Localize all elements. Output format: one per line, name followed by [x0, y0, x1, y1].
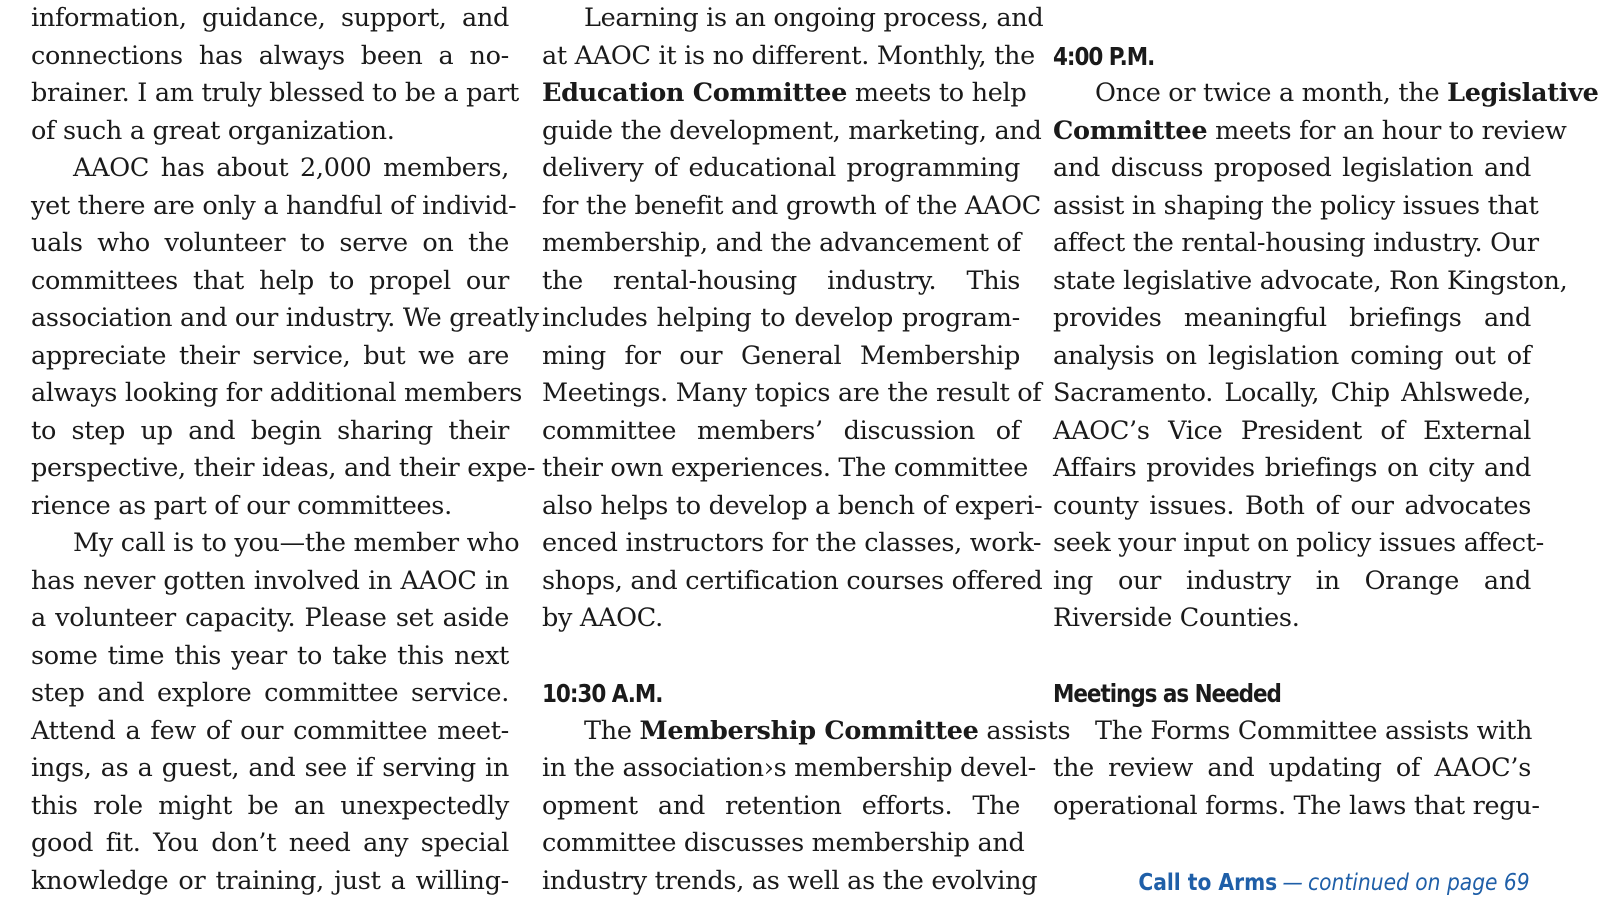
text-line: for the benefit and growth of the AAOC	[542, 190, 1041, 221]
text-line: perspective, their ideas, and their expe-	[31, 453, 536, 483]
text-line: in the association›s membership devel-	[542, 753, 1036, 783]
text-line: Sacramento. Locally, Chip Ahlswede,	[1053, 378, 1531, 408]
text-line: state legislative advocate, Ron Kingston,	[1053, 265, 1568, 296]
paragraph-spacer	[542, 638, 1020, 676]
text-line: yet there are only a handful of individ-	[31, 190, 517, 221]
text-line: ming for our General Membership	[542, 340, 1020, 371]
section-heading-400pm: 4:00 P.M.	[1053, 41, 1155, 71]
text-line: the review and updating of AAOC’s	[1053, 753, 1531, 783]
text-fragment: The	[584, 715, 640, 746]
text-line: county issues. Both of our advocates	[1053, 490, 1531, 521]
text-line: guide the development, marketing, and	[542, 115, 1042, 146]
text-fragment: assists	[978, 715, 1071, 746]
text-line: ings, as a guest, and see if serving in	[31, 753, 509, 783]
paragraph	[31, 150, 539, 525]
text-line: committees that help to propel our	[31, 265, 509, 296]
text-line: delivery of educational programming	[542, 153, 1020, 183]
committee-name-bold: Education Committee	[542, 78, 848, 108]
text-line: rience as part of our committees.	[31, 490, 452, 521]
text-line: operational forms. The laws that regu-	[1053, 790, 1540, 821]
text-line: Affairs provides briefings on city and	[1053, 453, 1531, 483]
text-line	[1053, 113, 1567, 151]
text-line: Riverside Counties.	[1053, 603, 1300, 633]
section-heading-meetings-as-needed: Meetings as Needed	[1053, 679, 1281, 708]
text-line: association and our industry. We greatly	[31, 303, 539, 333]
paragraph-education-committee	[542, 0, 1044, 638]
paragraph	[31, 525, 520, 900]
text-line: also helps to develop a bench of experi-	[542, 490, 1043, 521]
text-line: their own experiences. The committee	[542, 453, 1028, 483]
paragraph-forms-committee	[1053, 713, 1540, 826]
text-line: The Forms Committee assists with	[1095, 715, 1533, 746]
text-line	[542, 713, 1071, 751]
committee-name-bold: Membership Committee	[639, 715, 979, 746]
paragraph-membership-committee	[542, 713, 1071, 901]
section-heading-1030am: 10:30 A.M.	[542, 679, 663, 708]
article-column-3	[1053, 0, 1599, 825]
text-line: at AAOC it is no different. Monthly, the	[542, 40, 1035, 71]
paragraph-spacer	[1053, 638, 1531, 676]
paragraph-legislative-committee	[1053, 75, 1599, 638]
text-line: Learning is an ongoing process, and	[584, 3, 1044, 33]
text-line: provides meaningful briefings and	[1053, 303, 1531, 333]
text-line: enced instructors for the classes, work-	[542, 528, 1042, 558]
text-line: to step up and begin sharing their	[31, 415, 509, 446]
text-line: My call is to you—the member who	[73, 528, 520, 558]
text-line: appreciate their service, but we are	[31, 340, 509, 371]
text-line: knowledge or training, just a willing-	[31, 865, 509, 896]
text-line: always looking for additional members	[31, 378, 523, 408]
continued-article-title: Call to Arms	[1138, 870, 1278, 896]
text-line: Meetings. Many topics are the result of	[542, 378, 1042, 408]
text-line: some time this year to take this next	[31, 640, 509, 671]
text-line: ing our industry in Orange and	[1053, 565, 1531, 596]
text-line: committee discusses membership and	[542, 828, 1025, 858]
text-line: industry trends, as well as the evolving	[542, 865, 1038, 896]
text-line: brainer. I am truly blessed to be a part	[31, 78, 519, 108]
text-line: this role might be an unexpectedly	[31, 790, 509, 821]
paragraph	[31, 0, 519, 150]
text-line: AAOC has about 2,000 members,	[73, 153, 509, 183]
column-top-spacer	[1053, 0, 1531, 38]
committee-name-bold: Legislative	[1447, 78, 1599, 108]
committee-name-bold: Committee	[1053, 115, 1208, 146]
text-line: has never gotten involved in AAOC in	[31, 565, 509, 596]
text-line: opment and retention efforts. The	[542, 790, 1020, 821]
text-line: of such a great organization.	[31, 115, 395, 146]
text-line	[1053, 75, 1599, 113]
text-line: and discuss proposed legislation and	[1053, 153, 1531, 183]
article-column-2	[542, 0, 1071, 900]
text-line: seek your input on policy issues affect-	[1053, 528, 1544, 558]
text-line: the rental-housing industry. This	[542, 265, 1020, 296]
text-line: good fit. You don’t need any special	[31, 828, 509, 858]
text-fragment: Once or twice a month, the	[1095, 78, 1448, 108]
text-line: shops, and certification courses offered	[542, 565, 1043, 596]
text-line: affect the rental-housing industry. Our	[1053, 228, 1539, 258]
text-fragment: meets to help	[847, 78, 1027, 108]
text-line: a volunteer capacity. Please set aside	[31, 603, 509, 633]
em-dash-separator: —	[1282, 870, 1304, 896]
text-line: includes helping to develop program-	[542, 303, 1020, 333]
text-line: membership, and the advancement of	[542, 228, 1021, 258]
text-line: by AAOC.	[542, 603, 663, 633]
text-line: assist in shaping the policy issues that	[1053, 190, 1539, 221]
text-line: Attend a few of our committee meet-	[31, 715, 509, 746]
text-line	[542, 75, 1027, 113]
text-line: connections has always been a no-	[31, 40, 509, 71]
text-line: analysis on legislation coming out of	[1053, 340, 1531, 371]
text-line: AAOC’s Vice President of External	[1053, 415, 1531, 446]
continued-page-reference: continued on page 69	[1308, 870, 1530, 896]
text-line: uals who volunteer to serve on the	[31, 228, 509, 258]
text-line: step and explore committee service.	[31, 678, 509, 708]
text-fragment: meets for an hour to review	[1207, 115, 1567, 146]
continued-on-page-link[interactable]	[1139, 866, 1530, 900]
article-column-1	[31, 0, 539, 900]
text-line: information, guidance, support, and	[31, 3, 509, 33]
text-line: committee members’ discussion of	[542, 415, 1020, 446]
